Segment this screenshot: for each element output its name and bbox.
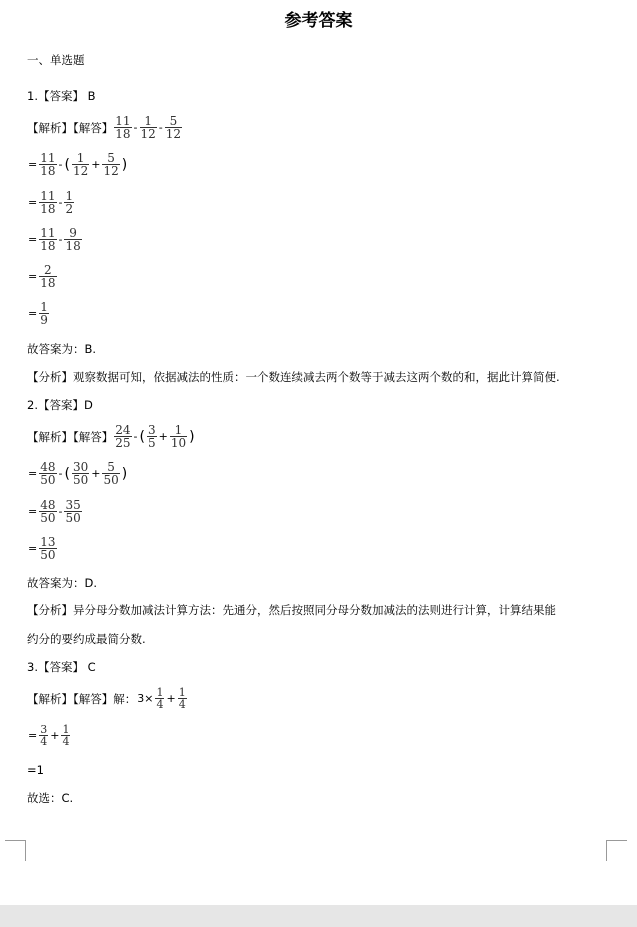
q2-solution-line-1: 【解析】【解答】 $\frac{24}{25}$ - ( $\frac{3}{5}$ + $\frac{1}{10}$ )	[27, 423, 195, 450]
fraction: $\frac{48}{50}$	[40, 460, 56, 487]
q2-analysis-1: 【分析】异分母分数加减法计算方法：先通分，然后按照同分母分数加减法的法则进行计算，计算结果能	[27, 603, 556, 617]
q1-answer: 1.【答案】 B	[27, 89, 96, 103]
q1-expression: $\frac{11}{18}$ - $\frac{1}{12}$ - $\frac{5}{12}$	[115, 114, 182, 141]
fraction: $\frac{11}{18}$	[40, 189, 56, 216]
q2-conclusion: 故答案为：D.	[27, 576, 98, 590]
fraction: $\frac{1}{2}$	[65, 189, 74, 216]
q1-solution-line-5: = $\frac{2}{18}$	[28, 263, 56, 290]
fraction: $\frac{24}{25}$	[115, 423, 131, 450]
q1-conclusion: 故答案为：B.	[27, 342, 97, 356]
fraction: $\frac{13}{50}$	[40, 535, 56, 562]
fraction: $\frac{1}{4}$	[156, 686, 164, 711]
q3-result: =1	[27, 763, 44, 777]
fraction: $\frac{2}{18}$	[40, 263, 56, 290]
fraction: $\frac{1}{9}$	[40, 300, 48, 327]
q1-analysis: 【分析】观察数据可知，依据减法的性质：一个数连续减去两个数等于减去这两个数的和，据此计算简便.	[27, 370, 560, 384]
q2-solution-line-4: = $\frac{13}{50}$	[28, 535, 56, 562]
q1-analysis-label: 【解析】【解答】	[27, 120, 114, 135]
fraction: $\frac{3}{4}$	[40, 723, 48, 748]
fraction: $\frac{1}{4}$	[62, 723, 70, 748]
q3-analysis-label: 【解析】【解答】解：	[27, 691, 137, 706]
fraction: $\frac{30}{50}$	[72, 460, 89, 487]
fraction: $\frac{35}{50}$	[65, 498, 81, 525]
page-title: 参考答案	[284, 11, 353, 31]
fraction: $\frac{5}{12}$	[165, 114, 182, 141]
q2-solution-line-3: = $\frac{48}{50}$ - $\frac{35}{50}$	[28, 498, 81, 525]
fraction: $\frac{11}{18}$	[115, 114, 131, 141]
fraction: $\frac{48}{50}$	[40, 498, 56, 525]
fraction: $\frac{5}{50}$	[103, 460, 119, 487]
fraction: $\frac{11}{18}$	[40, 226, 56, 253]
q3-solution-line-1: 【解析】【解答】解： 3× $\frac{1}{4}$ + $\frac{1}{4}$	[27, 686, 186, 711]
fraction: $\frac{5}{12}$	[103, 151, 119, 178]
fraction: $\frac{3}{5}$	[147, 423, 156, 450]
fraction: $\frac{1}{4}$	[178, 686, 186, 711]
q1-solution-line-6: = $\frac{1}{9}$	[28, 300, 48, 327]
fraction: $\frac{1}{12}$	[72, 151, 89, 178]
fraction: $\frac{1}{12}$	[140, 114, 156, 141]
q1-solution-line-2: = $\frac{11}{18}$ - ( $\frac{1}{12}$ + $\frac{5}{12}$ )	[28, 151, 128, 178]
q2-analysis-2: 约分的要约成最简分数.	[27, 632, 146, 646]
q2-answer: 2.【答案】D	[27, 398, 93, 412]
page-corner-mark-left	[5, 840, 26, 861]
page-corner-mark-right	[606, 840, 627, 861]
section-heading: 一、单选题	[27, 53, 85, 67]
q2-solution-line-2: = $\frac{48}{50}$ - ( $\frac{30}{50}$ + $\frac{5}{50}$ )	[28, 460, 128, 487]
fraction: $\frac{9}{18}$	[65, 226, 81, 253]
fraction: $\frac{1}{10}$	[170, 423, 187, 450]
fraction: $\frac{11}{18}$	[40, 151, 56, 178]
q3-solution-line-2: = $\frac{3}{4}$ + $\frac{1}{4}$	[28, 723, 70, 748]
q3-conclusion: 故选：C.	[27, 791, 74, 805]
q1-solution-line-4: = $\frac{11}{18}$ - $\frac{9}{18}$	[28, 226, 81, 253]
q1-solution-line-3: = $\frac{11}{18}$ - $\frac{1}{2}$	[28, 189, 74, 216]
q2-analysis-label: 【解析】【解答】	[27, 429, 114, 444]
page-gap	[0, 905, 637, 927]
q3-answer: 3.【答案】 C	[27, 660, 96, 674]
q1-solution-line-1	[27, 115, 183, 140]
